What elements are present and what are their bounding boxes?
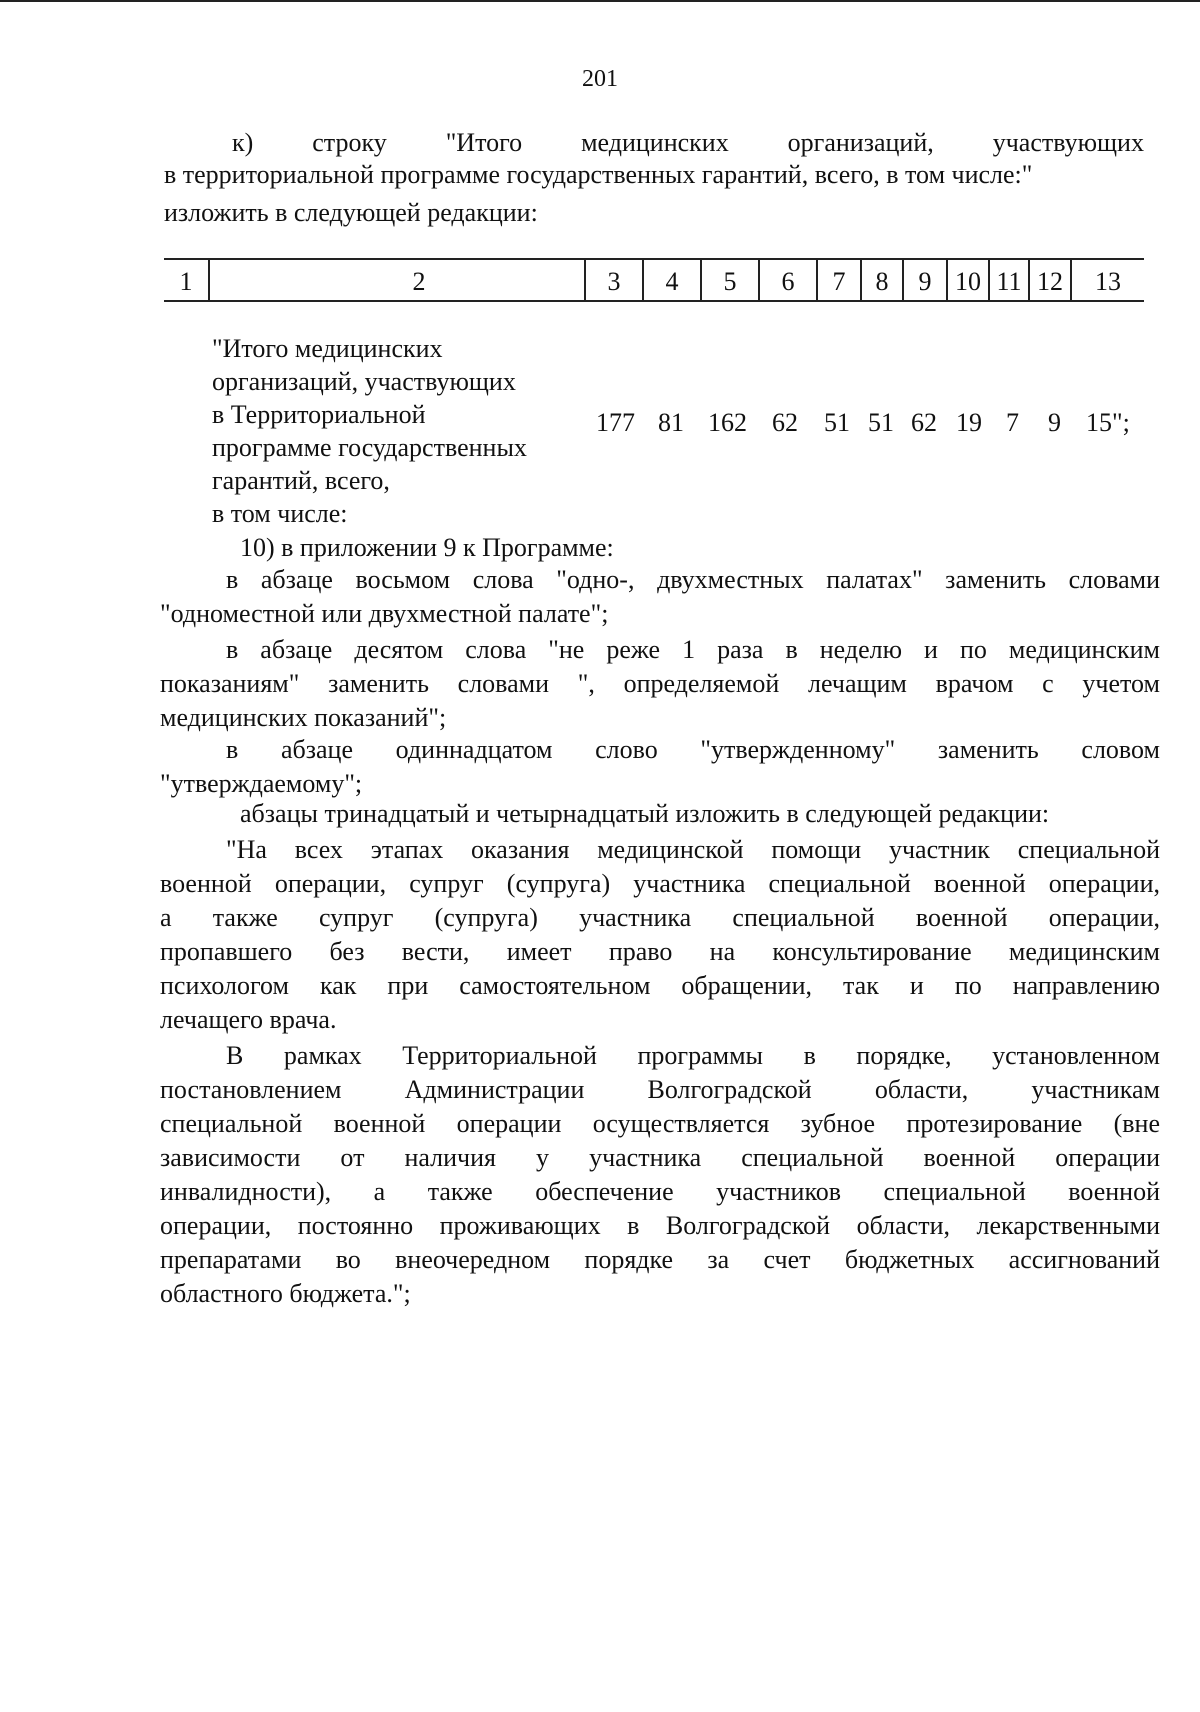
intro-word: к): [232, 128, 254, 157]
paragraph-line: операции, постоянно проживающих в Волгоградской области, лекарственными: [160, 1211, 1160, 1240]
table-cell: 81: [658, 408, 684, 437]
paragraph-line: а также супруг (супруга) участника специальной военной операции,: [160, 903, 1160, 932]
paragraph-line: В рамках Территориальной программы в порядке, установленном: [226, 1041, 1160, 1070]
paragraph-line: "одноместной или двухместной палате";: [160, 599, 609, 628]
table-cell: 51: [824, 408, 850, 437]
intro-line-1: [232, 128, 1144, 158]
paragraph-abzac-13-14-intro: абзацы тринадцатый и четырнадцатый изложить в следующей редакции:: [240, 799, 1050, 828]
page-top-border: [0, 0, 1200, 2]
column-number: 8: [875, 267, 889, 296]
table-cell: 19: [956, 408, 982, 437]
paragraph-line: в абзаце одиннадцатом слово "утвержденному" заменить словом: [226, 735, 1160, 764]
intro-word: организаций,: [787, 128, 934, 157]
column-number: 6: [781, 267, 795, 296]
intro-word: "Итого: [445, 128, 523, 157]
column-number: 2: [412, 267, 426, 296]
paragraph-abzac-11: [160, 733, 1160, 801]
column-number: 9: [918, 267, 932, 296]
row-label-line: "Итого медицинских: [212, 334, 443, 363]
paragraph-line: препаратами во внеочередном порядке за счет бюджетных ассигнований: [160, 1245, 1160, 1274]
paragraph-line: постановлением Администрации Волгоградской области, участникам: [160, 1075, 1160, 1104]
intro-line-3: изложить в следующей редакции:: [164, 198, 538, 227]
paragraph-line: специальной военной операции осуществляется зубное протезирование (вне: [160, 1109, 1160, 1138]
column-number: 7: [832, 267, 846, 296]
column-number: 3: [607, 267, 621, 296]
paragraph-line: инвалидности), а также обеспечение участников специальной военной: [160, 1177, 1160, 1206]
table-cell: 62: [772, 408, 798, 437]
column-number: 11: [996, 267, 1022, 296]
column-number-row: [164, 258, 1144, 302]
paragraph-line: пропавшего без вести, имеет право на консультирование медицинским: [160, 937, 1160, 966]
table-cell: 62: [911, 408, 937, 437]
paragraph-abzac-10: [160, 633, 1160, 735]
row-label-line: гарантий, всего,: [212, 466, 390, 495]
column-number: 12: [1037, 267, 1063, 296]
intro-word: строку: [312, 128, 387, 157]
row-label-line: организаций, участвующих: [212, 367, 516, 396]
paragraph-line: в абзаце восьмом слова "одно-, двухместных палатах" заменить словами: [226, 565, 1160, 594]
paragraph-abzac-8: [160, 563, 1160, 631]
page-number: 201: [582, 66, 618, 92]
paragraph-svo-consultation: [160, 833, 1160, 1037]
table-cell: 15";: [1086, 408, 1130, 437]
paragraph-line: психологом как при самостоятельном обращении, так и по направлению: [160, 971, 1160, 1000]
table-cell: 7: [1006, 408, 1019, 437]
table-row-values: [0, 408, 1200, 444]
paragraph-line: зависимости от наличия у участника специальной военной операции: [160, 1143, 1160, 1172]
column-number: 10: [955, 267, 981, 296]
intro-word: медицинских: [581, 128, 729, 157]
column-number: 13: [1095, 267, 1121, 296]
table-cell: 162: [708, 408, 747, 437]
table-cell: 51: [868, 408, 894, 437]
column-number: 1: [179, 267, 193, 296]
intro-word: участвующих: [992, 128, 1144, 157]
paragraph-line: показаниям" заменить словами ", определяемой лечащим врачом с учетом: [160, 669, 1160, 698]
paragraph-line: в абзаце десятом слова "не реже 1 раза в неделю и по медицинским: [226, 635, 1160, 664]
table-cell: 9: [1048, 408, 1061, 437]
row-label-line: в том числе:: [212, 499, 348, 528]
paragraph-line: военной операции, супруг (супруга) участника специальной военной операции,: [160, 869, 1160, 898]
paragraph-line: лечащего врача.: [160, 1005, 337, 1034]
paragraph-line: областного бюджета.";: [160, 1279, 411, 1308]
paragraph-line: "утверждаемому";: [160, 769, 363, 798]
paragraph-line: "На всех этапах оказания медицинской помощи участник специальной: [226, 835, 1160, 864]
row-label-line: программе государственных: [212, 433, 527, 462]
paragraph-svo-dental: [160, 1039, 1160, 1311]
column-number: 5: [723, 267, 737, 296]
table-cell: 177: [596, 408, 635, 437]
row-label-line: в Территориальной: [212, 400, 426, 429]
paragraph-line: медицинских показаний";: [160, 703, 447, 732]
amendment-item-10: 10) в приложении 9 к Программе:: [240, 533, 614, 562]
intro-line-2: в территориальной программе государственных гарантий, всего, в том числе:": [164, 160, 1033, 189]
column-number: 4: [665, 267, 679, 296]
